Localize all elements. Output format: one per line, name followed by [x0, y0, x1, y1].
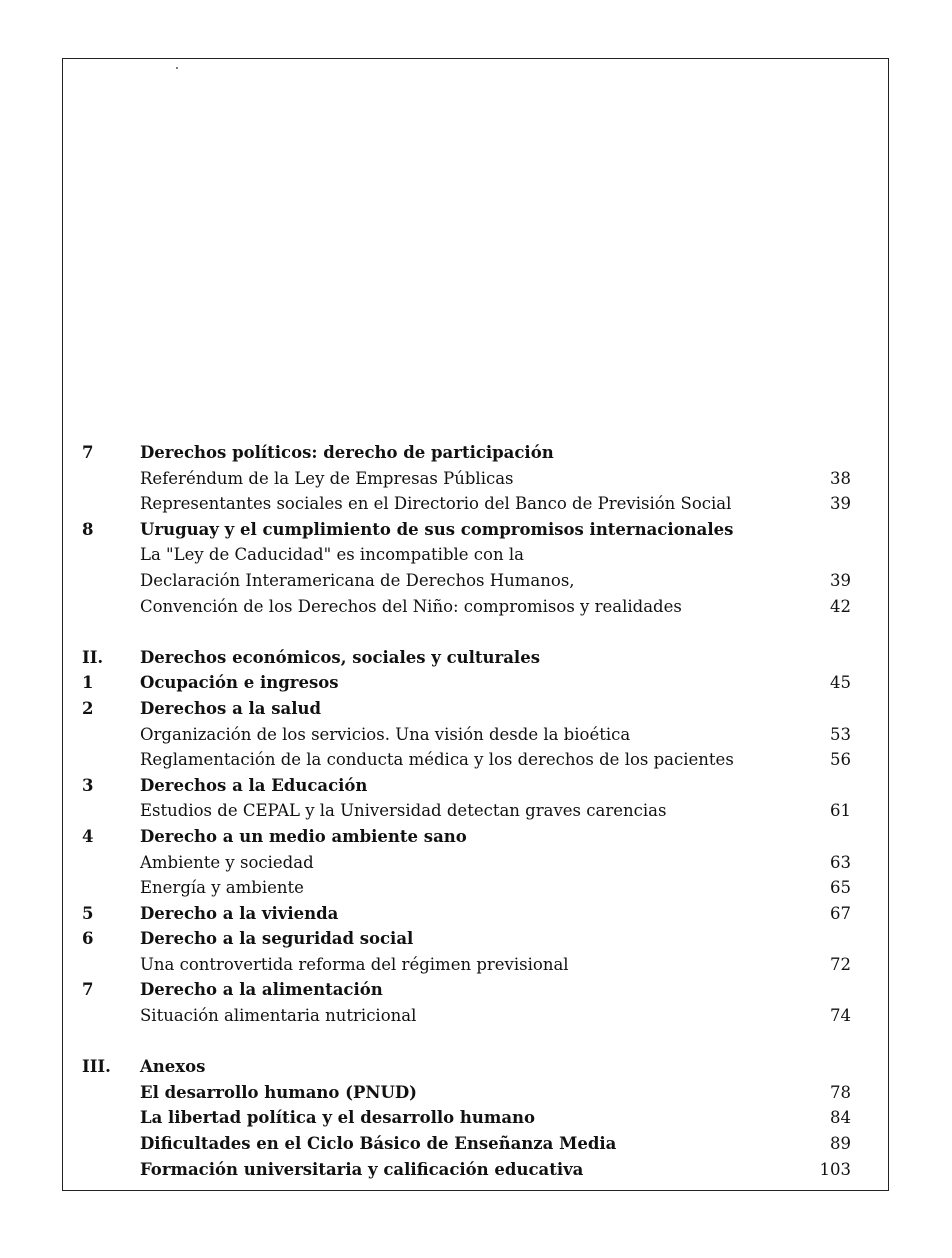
entry-title: Representantes sociales en el Directorio del Banco de Previsión Social [140, 494, 732, 514]
entry-title: Declaración Interamericana de Derechos Humanos, [140, 570, 575, 590]
entry-page: 103 [819, 1159, 851, 1179]
entry-title: Energía y ambiente [140, 878, 304, 898]
entry-page: 53 [830, 724, 851, 744]
section-spacer [62, 619, 889, 645]
entry-title: Derecho a la alimentación [140, 980, 383, 1000]
toc-entry [62, 798, 889, 824]
entry-title: La libertad política y el desarrollo humano [140, 1108, 536, 1128]
entry-number: 8 [82, 519, 94, 539]
entry-title: Derechos a la salud [140, 698, 322, 718]
entry-page: 39 [830, 494, 851, 514]
entry-page: 78 [830, 1082, 851, 1102]
entry-page: 65 [830, 878, 851, 898]
section-spacer [62, 1029, 889, 1055]
entry-number: 6 [82, 929, 94, 949]
toc-entry [62, 1105, 889, 1131]
entry-title: Dificultades en el Ciclo Básico de Enseñanza Media [140, 1134, 617, 1154]
entry-page: 89 [830, 1134, 851, 1154]
toc-entry [62, 1054, 889, 1080]
table-of-contents [62, 440, 889, 1182]
toc-entry [62, 901, 889, 927]
entry-page: 56 [830, 750, 851, 770]
entry-title: Ocupación e ingresos [140, 673, 339, 693]
toc-entry [62, 926, 889, 952]
entry-page: 67 [830, 903, 851, 923]
entry-page: 45 [830, 673, 851, 693]
entry-title: Ambiente y sociedad [140, 852, 314, 872]
toc-entry [62, 568, 889, 594]
entry-page: 63 [830, 852, 851, 872]
toc-entry [62, 747, 889, 773]
entry-title: La "Ley de Caducidad" es incompatible con la [140, 545, 524, 565]
toc-entry [62, 1131, 889, 1157]
entry-title: Anexos [140, 1057, 206, 1077]
toc-entry [62, 645, 889, 671]
entry-number: II. [82, 647, 104, 667]
entry-page: 72 [830, 954, 851, 974]
entry-page: 74 [830, 1006, 851, 1026]
toc-entry [62, 977, 889, 1003]
toc-entry [62, 1080, 889, 1106]
entry-title: Convención de los Derechos del Niño: compromisos y realidades [140, 596, 682, 616]
entry-number: III. [82, 1057, 111, 1077]
entry-title: Derecho a un medio ambiente sano [140, 826, 467, 846]
toc-entry [62, 466, 889, 492]
entry-number: 3 [82, 775, 94, 795]
entry-title: Situación alimentaria nutricional [140, 1006, 417, 1026]
entry-page: 61 [830, 801, 851, 821]
entry-title: Referéndum de la Ley de Empresas Públicas [140, 468, 514, 488]
toc-entry [62, 594, 889, 620]
entry-page: 38 [830, 468, 851, 488]
entry-title: Derecho a la vivienda [140, 903, 339, 923]
entry-page: 84 [830, 1108, 851, 1128]
entry-number: 4 [82, 826, 94, 846]
toc-entry [62, 440, 889, 466]
toc-entry [62, 952, 889, 978]
toc-entry [62, 491, 889, 517]
entry-page: 42 [830, 596, 851, 616]
entry-number: 1 [82, 673, 94, 693]
toc-entry [62, 517, 889, 543]
entry-number: 7 [82, 443, 94, 462]
entry-title: Derechos políticos: derecho de participación [140, 443, 554, 462]
entry-page: 39 [830, 570, 851, 590]
toc-entry [62, 670, 889, 696]
entry-number: 5 [82, 903, 94, 923]
entry-title: Uruguay y el cumplimiento de sus compromisos internacionales [140, 519, 734, 539]
toc-entry [62, 696, 889, 722]
toc-entry [62, 722, 889, 748]
entry-title: Derecho a la seguridad social [140, 929, 414, 949]
entry-number: 7 [82, 980, 94, 1000]
entry-title: Una controvertida reforma del régimen previsional [140, 954, 569, 974]
entry-title: Organización de los servicios. Una visión desde la bioética [140, 724, 631, 744]
toc-entry [62, 1003, 889, 1029]
toc-entry [62, 824, 889, 850]
entry-title: Reglamentación de la conducta médica y los derechos de los pacientes [140, 750, 734, 770]
toc-entry [62, 875, 889, 901]
toc-entry [62, 850, 889, 876]
entry-title: Estudios de CEPAL y la Universidad detectan graves carencias [140, 801, 667, 821]
toc-entry [62, 1157, 889, 1183]
entry-title: El desarrollo humano (PNUD) [140, 1082, 417, 1102]
entry-number: 2 [82, 698, 94, 718]
entry-title: Derechos a la Educación [140, 775, 368, 795]
scan-speck [176, 67, 178, 69]
toc-entry [62, 542, 889, 568]
entry-title: Formación universitaria y calificación educativa [140, 1159, 584, 1179]
entry-title: Derechos económicos, sociales y culturales [140, 647, 540, 667]
toc-entry [62, 773, 889, 799]
